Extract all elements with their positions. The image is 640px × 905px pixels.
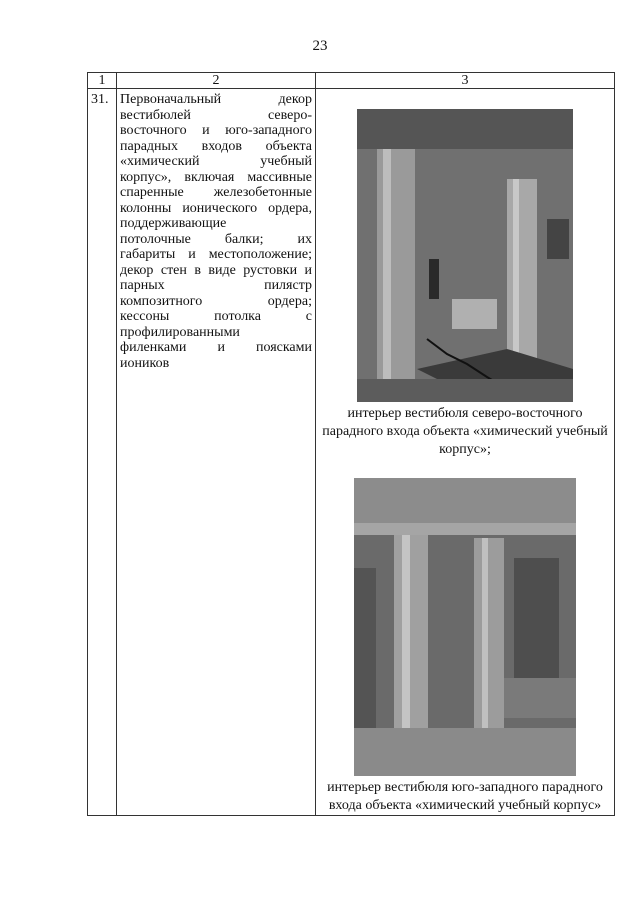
description-line: поддерживающие (120, 216, 227, 231)
description-line: восточного и юго-западного (120, 123, 312, 138)
description-line: иоников (120, 355, 170, 371)
monument-table (87, 72, 615, 816)
table-header-row (88, 73, 615, 89)
description-line: парадных входов объекта (120, 138, 312, 154)
description-line: колонны ионического ордера, (120, 200, 312, 216)
photo-southwest-vestibule (354, 478, 576, 776)
photo-caption-southwest: интерьер вестибюля юго-западного парадного входа объекта «химический учебный корпус» (327, 780, 603, 813)
description-line: потолочные балки; их (120, 231, 312, 247)
description-line: профилированными (120, 324, 240, 340)
description-line: «химический учебный (120, 154, 312, 169)
row-photos (316, 89, 615, 816)
photo-caption-northeast: интерьер вестибюля северо-восточного парадного входа объекта «химический учебный корпус»; (322, 406, 608, 457)
page-number: 23 (312, 38, 328, 54)
description-line: спаренные железобетонные (120, 185, 312, 200)
header-col-3: 3 (316, 73, 615, 89)
header-col-1: 1 (88, 73, 117, 89)
description-line: парных пилястр (120, 278, 312, 293)
row-description (117, 89, 316, 816)
description-line: декор стен в виде рустовки и (120, 262, 312, 278)
photo-northeast-vestibule (357, 109, 573, 402)
description-line: Первоначальный декор (120, 92, 312, 107)
row-number: 31. (88, 89, 117, 816)
description-line: корпус», включая массивные (120, 169, 312, 185)
description-line: композитного ордера; (120, 293, 312, 309)
description-line: габариты и местоположение; (120, 247, 312, 262)
description-line: кессоны потолка с (120, 309, 312, 324)
description-line: филенками и поясками (120, 340, 312, 355)
table-row (88, 89, 615, 816)
header-col-2: 2 (117, 73, 316, 89)
description-line: вестибюлей северо- (120, 107, 312, 123)
